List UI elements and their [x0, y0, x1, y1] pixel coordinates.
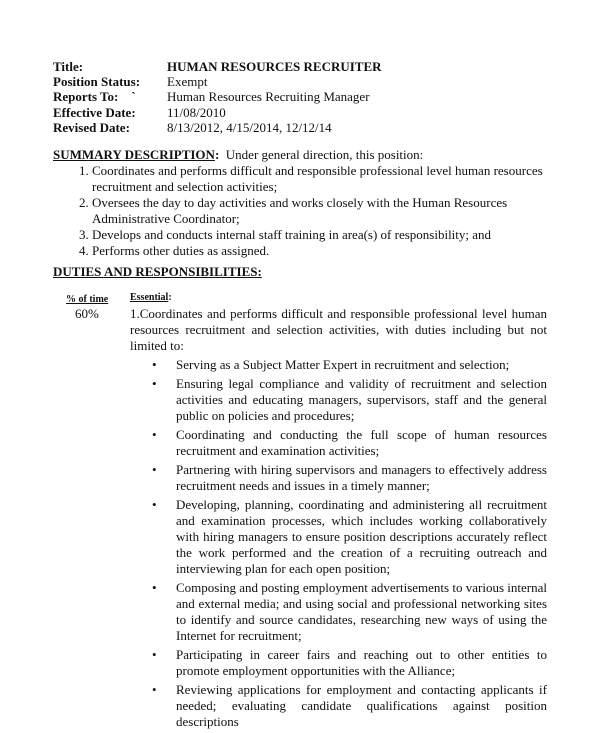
- duty-text: Serving as a Subject Matter Expert in recruitment and selection;: [176, 357, 510, 372]
- summary-lead: Under general direction, this position:: [219, 147, 424, 162]
- duties-heading: DUTIES AND RESPONSIBILITIES:: [53, 264, 262, 279]
- summary-heading: SUMMARY DESCRIPTION: [53, 147, 215, 162]
- header-label: Position Status:: [53, 74, 141, 90]
- duty-bullet-item: [130, 462, 547, 494]
- duty-bullet-item: [130, 497, 547, 577]
- duty-text: Developing, planning, coordinating and administering all recruitment and examination processes, which includes working collaboratively with hiring managers to ensure position descriptions accurately reflect the work performed and the creation of a recruiting outreach and interviewing plan for each open position;: [176, 497, 547, 576]
- header-value: Exempt: [167, 74, 208, 90]
- job-title: HUMAN RESOURCES RECRUITER: [167, 59, 382, 74]
- header-label: Reports To: `: [53, 89, 136, 105]
- duties-intro: 1.Coordinates and performs difficult and responsible professional level human resources recruitment and selection activities, with duties including but not limited to:: [130, 306, 547, 353]
- duties-body: [130, 306, 547, 733]
- duty-text: Participating in career fairs and reaching out to other entities to promote employment opportunities with the Alliance;: [176, 647, 547, 678]
- bullet-glyph: •: [152, 497, 157, 512]
- summary-colon: :: [214, 147, 220, 162]
- header-row-effective-date: [53, 105, 382, 120]
- duty-bullet-item: [130, 682, 547, 730]
- duty-bullet-item: [130, 357, 547, 373]
- duty-text: Partnering with hiring supervisors and managers to effectively address recruitment needs and issues in a timely manner;: [176, 462, 547, 493]
- duty-text: Coordinating and conducting the full scope of human resources recruitment and examination activities;: [176, 427, 547, 458]
- essential-heading: [130, 292, 172, 304]
- duty-text: Reviewing applications for employment and contacting applicants if needed; evaluating candidate qualifications against position descriptions: [176, 682, 547, 729]
- duties-bullet-list: [130, 357, 547, 730]
- duty-bullet-item: [130, 580, 547, 644]
- bullet-glyph: •: [152, 427, 157, 442]
- duty-text: Ensuring legal compliance and validity of recruitment and selection activities and educating managers, supervisors, staff and the general public on policies and procedures;: [176, 376, 547, 423]
- header-value: 11/08/2010: [167, 104, 226, 120]
- header-value: Human Resources Recruiting Manager: [167, 89, 370, 105]
- summary-list: [53, 163, 553, 259]
- bullet-glyph: •: [152, 580, 157, 595]
- duty-bullet-item: [130, 376, 547, 424]
- bullet-glyph: •: [152, 357, 157, 372]
- job-header: [53, 59, 382, 135]
- percent-time-heading: % of time: [66, 294, 109, 305]
- header-label: Title:: [53, 59, 84, 74]
- summary-item: 4. Performs other duties as assigned.: [92, 243, 553, 259]
- summary-item: 2. Oversees the day to day activities and works closely with the Human Resources Administrative Coordinator;: [92, 195, 553, 227]
- bullet-glyph: •: [152, 682, 157, 697]
- essential-colon: :: [168, 292, 172, 303]
- header-row-status: [53, 74, 382, 89]
- header-label: Revised Date:: [53, 119, 130, 135]
- header-row-title: [53, 59, 382, 74]
- percent-time-value: 60%: [75, 306, 99, 321]
- header-label: Effective Date:: [53, 104, 136, 120]
- bullet-glyph: •: [152, 462, 157, 477]
- essential-label: Essential: [130, 292, 169, 303]
- summary-section: [53, 147, 553, 259]
- duty-text: Composing and posting employment advertisements to various internal and external media; and using social and professional networking sites to identify and source candidates, researching new ways of using the Internet for recruitment;: [176, 580, 547, 643]
- summary-item: 3. Develops and conducts internal staff training in area(s) of responsibility; and: [92, 227, 553, 243]
- summary-heading-line: [53, 147, 553, 163]
- duty-bullet-item: [130, 427, 547, 459]
- bullet-glyph: •: [152, 647, 157, 662]
- header-row-revised-date: [53, 120, 382, 135]
- header-row-reports-to: [53, 89, 382, 104]
- summary-item: 1. Coordinates and performs difficult and responsible professional level human resources recruitment and selection activities;: [92, 163, 553, 195]
- duty-bullet-item: [130, 647, 547, 679]
- header-value: 8/13/2012, 4/15/2014, 12/12/14: [167, 119, 332, 135]
- bullet-glyph: •: [152, 376, 157, 391]
